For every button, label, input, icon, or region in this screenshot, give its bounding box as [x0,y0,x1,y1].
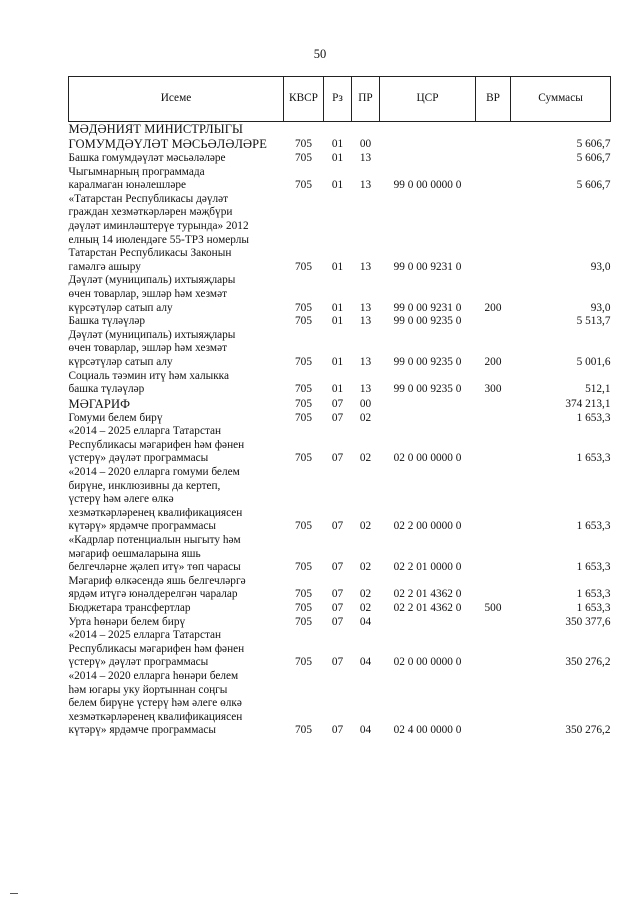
cell-sum: 350 276,2 [565,724,611,737]
cell-rz: 01 [331,152,344,164]
name-line: «Татарстан Республикасы дәүләт [68,192,229,205]
name-line: «2014 – 2025 елларга Татарстан [68,425,222,438]
cell-sum [511,122,611,138]
header-kvsr: КВСР [284,77,324,122]
name-line: елның 14 июлендәге 55-ТРЗ номерлы [68,233,249,246]
cell-name [69,370,284,397]
cell-csr: 02 2 01 0000 0 [393,561,462,574]
name-line: күрсәтүләр сатып алу [68,301,173,314]
table-row [69,122,611,138]
name-line: һәм югары уку йортыннан соңгы [68,683,228,696]
table-row [69,397,611,412]
page-number: 50 [313,47,327,61]
cell-pr [352,122,380,138]
cell-pr: 13 [359,260,372,273]
cell-vr [476,315,511,329]
name-line: бирүне, инклюзивны да кертеп, [68,479,221,492]
header-csr: ЦСР [380,77,476,122]
budget-table [68,76,611,738]
name-line: Урта һөнәри белем бирү [68,615,186,628]
cell-vr: 500 [484,602,502,614]
cell-csr: 02 2 01 4362 0 [393,588,462,601]
cell-csr: 02 4 00 0000 0 [393,724,462,737]
name-line: «Кадрлар потенциалын ныгыту һәм [68,534,241,547]
cell-name [69,425,284,466]
cell-vr: 200 [484,355,502,368]
table-row [69,425,611,466]
cell-rz: 07 [331,588,344,601]
table-row [69,629,611,670]
table-row [69,193,611,275]
cell-rz: 07 [331,398,344,411]
table-row [69,274,611,315]
name-line: МӘГАРИФ [68,396,131,411]
name-line: хезмәткәрләренең квалификациясен [68,710,243,723]
cell-name [69,137,284,152]
cell-kvsr: 705 [295,383,312,396]
cell-csr: 99 0 00 9235 0 [393,315,462,328]
cell-rz: 01 [331,355,344,368]
name-line: мәгариф оешмаларына яшь [68,547,201,560]
cell-csr [380,137,476,152]
name-line: Башка түләүләр [68,315,146,328]
cell-pr: 13 [359,301,372,314]
cell-vr: 200 [484,301,502,314]
cell-pr: 13 [359,355,372,368]
cell-kvsr: 705 [295,152,312,164]
name-line: «2014 – 2020 елларга гомуми белем [68,466,240,479]
cell-kvsr [284,122,324,138]
name-line: үстерү һәм әлеге өлкә [68,493,174,506]
cell-sum: 5 606,7 [576,179,611,192]
cell-vr [476,193,511,275]
name-line: Социаль тәэмин итү һәм халыкка [68,369,230,382]
cell-csr: 02 2 01 4362 0 [393,602,462,614]
cell-kvsr: 705 [295,588,312,601]
header-vr: ВР [476,77,511,122]
cell-csr: 99 0 00 9231 0 [393,260,462,273]
name-line: ярдәм итүгә юнәлдерелгән чаралар [68,588,238,601]
cell-pr: 02 [359,411,372,424]
table-row [69,412,611,426]
cell-name [69,397,284,412]
cell-kvsr: 705 [295,561,312,574]
cell-vr [476,425,511,466]
name-line: белем бирүне үстерү һәм әлеге өлкә [68,697,242,710]
name-line: каралмаган юнәлешләре [68,179,186,192]
cell-sum: 1 653,3 [576,561,611,574]
cell-rz: 07 [331,724,344,737]
name-line: «2014 – 2025 елларга Татарстан [68,629,222,642]
cell-name [69,466,284,534]
cell-name [69,193,284,275]
cell-csr [380,397,476,412]
cell-vr [476,397,511,412]
cell-sum: 1 653,3 [576,411,611,424]
cell-pr: 13 [359,152,372,164]
cell-csr [380,616,476,630]
cell-csr [380,152,476,166]
table-row [69,315,611,329]
name-line: Дәүләт (муниципаль) ихтыяҗлары [68,328,236,341]
cell-name [69,274,284,315]
table-row [69,575,611,602]
header-rz: Рз [324,77,352,122]
cell-kvsr: 705 [295,602,312,614]
cell-name [69,122,284,138]
cell-vr [476,534,511,575]
header-sum: Суммасы [511,77,611,122]
name-line: башка түләүләр [68,383,145,396]
cell-pr: 13 [359,315,372,328]
cell-pr: 02 [359,520,372,533]
cell-pr: 02 [359,452,372,465]
name-line: өчен товарлар, эшләр һәм хезмәт [68,287,228,300]
cell-rz: 01 [331,260,344,273]
name-line: күтәрү» ярдәмче программасы [68,724,216,737]
name-line: Республикасы мәгарифен һәм фәнен [68,642,245,655]
cell-pr: 13 [359,383,372,396]
cell-kvsr: 705 [295,398,312,411]
cell-kvsr: 705 [295,179,312,192]
name-line: Чыгымнарның программада [68,165,205,178]
cell-rz: 07 [331,602,344,614]
cell-kvsr: 705 [295,615,312,628]
cell-sum: 5 606,7 [576,138,611,151]
table-row [69,602,611,616]
cell-sum: 1 653,3 [576,520,611,533]
cell-rz: 01 [331,138,344,151]
cell-pr: 04 [359,615,372,628]
name-line: күтәрү» ярдәмче программасы [68,520,216,533]
table-row [69,670,611,738]
header-pr: ПР [352,77,380,122]
cell-kvsr: 705 [295,301,312,314]
cell-csr: 99 0 00 9235 0 [393,383,462,396]
name-line: Республикасы мәгарифен һәм фәнен [68,438,245,451]
cell-name [69,315,284,329]
header-name: Исеме [69,77,284,122]
cell-kvsr: 705 [295,656,312,669]
table-row [69,152,611,166]
cell-csr: 02 0 00 0000 0 [393,656,462,669]
cell-name [69,152,284,166]
cell-name [69,329,284,370]
cell-rz: 01 [331,315,344,328]
cell-pr: 02 [359,561,372,574]
table-body [69,122,611,738]
cell-sum: 350 276,2 [565,656,611,669]
cell-vr [476,122,511,138]
cell-kvsr: 705 [295,138,312,151]
cell-sum: 5 513,7 [576,315,611,328]
cell-kvsr: 705 [295,411,312,424]
table-row [69,166,611,193]
name-line: «2014 – 2020 елларга һөнәри белем [68,669,239,682]
cell-pr: 02 [359,588,372,601]
cell-pr: 04 [359,656,372,669]
name-line: граждан хезмәткәрләрен мәҗбүри [68,206,233,219]
cell-rz: 01 [331,179,344,192]
cell-vr [476,152,511,166]
cell-name [69,166,284,193]
cell-name [69,629,284,670]
cell-rz: 07 [331,656,344,669]
cell-rz: 01 [331,383,344,396]
cell-pr: 04 [359,724,372,737]
cell-vr [476,166,511,193]
table-row [69,466,611,534]
cell-vr [476,670,511,738]
name-line: Татарстан Республикасы Законын [68,247,232,260]
table-row [69,370,611,397]
cell-rz: 07 [331,411,344,424]
cell-pr: 00 [359,398,372,411]
name-line: дәүләт иминләштерүе турында» 2012 [68,219,249,232]
cell-vr [476,412,511,426]
cell-sum: 350 377,6 [565,615,611,628]
scan-mark [10,893,18,894]
cell-sum: 1 653,3 [576,602,611,614]
table-row [69,534,611,575]
table-row [69,616,611,630]
cell-name [69,616,284,630]
name-line: өчен товарлар, эшләр һәм хезмәт [68,342,228,355]
cell-pr: 00 [359,138,372,151]
cell-rz: 07 [331,615,344,628]
name-line: хезмәткәрләренең квалификациясен [68,506,243,519]
table-row [69,137,611,152]
cell-kvsr: 705 [295,355,312,368]
cell-kvsr: 705 [295,452,312,465]
cell-name [69,534,284,575]
table-row [69,329,611,370]
cell-sum: 1 653,3 [576,588,611,601]
cell-sum: 1 653,3 [576,452,611,465]
cell-sum: 512,1 [585,383,611,396]
name-line: үстерү» дәүләт программасы [68,452,209,465]
name-line: Дәүләт (муниципаль) ихтыяҗлары [68,274,236,287]
cell-pr: 13 [359,179,372,192]
name-line: Мәгариф өлкәсендә яшь белгечләргә [68,574,246,587]
cell-pr: 02 [359,602,372,614]
cell-kvsr: 705 [295,724,312,737]
name-line: белгечләрне җәлеп итү» төп чарасы [68,561,241,574]
cell-csr [380,122,476,138]
cell-name [69,412,284,426]
cell-rz: 01 [331,301,344,314]
cell-name [69,670,284,738]
cell-kvsr: 705 [295,520,312,533]
cell-csr: 02 0 00 0000 0 [393,452,462,465]
name-line: Башка гомумдәүләт мәсьәләләре [68,152,226,164]
table-header-row [69,77,611,122]
cell-vr [476,137,511,152]
cell-csr: 02 2 00 0000 0 [393,520,462,533]
cell-rz: 07 [331,520,344,533]
cell-name [69,575,284,602]
cell-sum: 5 606,7 [576,152,611,164]
cell-csr: 99 0 00 0000 0 [393,179,462,192]
cell-vr [476,616,511,630]
cell-rz: 07 [331,561,344,574]
cell-vr [476,575,511,602]
name-line: ГОМУМДӘҮЛӘТ МӘСЬӘЛӘЛӘРЕ [68,137,267,151]
name-line: Гомуми белем бирү [68,411,163,424]
cell-sum: 93,0 [590,301,611,314]
cell-vr [476,466,511,534]
cell-rz: 07 [331,452,344,465]
name-line: гамәлгә ашыру [68,260,141,273]
cell-sum: 93,0 [590,260,611,273]
cell-sum: 5 001,6 [576,355,611,368]
cell-name [69,602,284,616]
name-line: Бюджетара трансфертлар [68,602,191,614]
name-line: МӘДӘНИЯТ МИНИСТРЛЫГЫ [68,122,244,136]
cell-csr: 99 0 00 9235 0 [393,355,462,368]
cell-vr: 300 [484,383,502,396]
cell-vr [476,629,511,670]
name-line: күрсәтүләр сатып алу [68,355,173,368]
cell-csr [380,412,476,426]
cell-rz [324,122,352,138]
cell-sum: 374 213,1 [565,398,611,411]
name-line: үстерү» дәүләт программасы [68,656,209,669]
cell-kvsr: 705 [295,315,312,328]
cell-kvsr: 705 [295,260,312,273]
cell-csr: 99 0 00 9231 0 [393,301,462,314]
